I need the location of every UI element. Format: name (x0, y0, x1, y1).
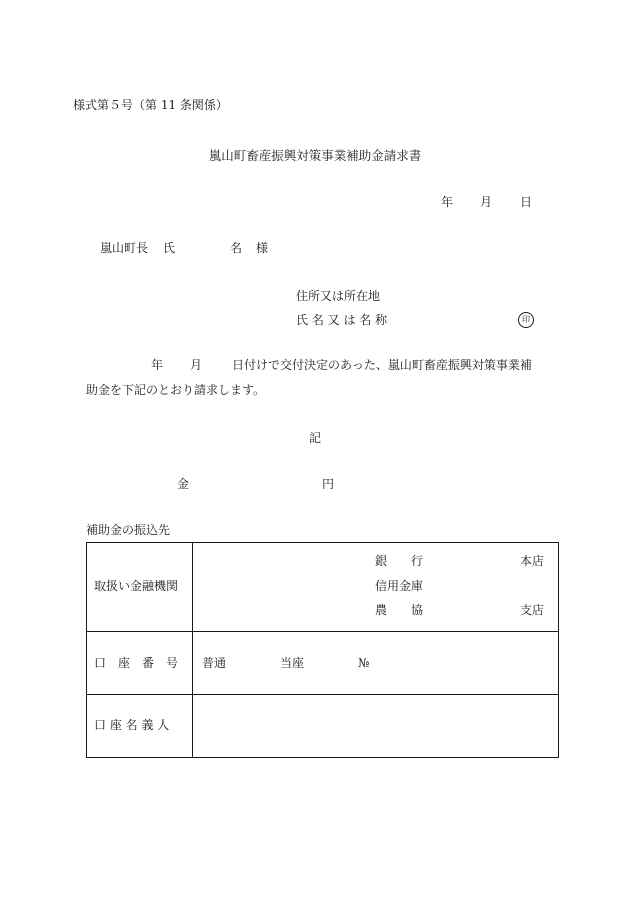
futsu-label: 普通 (202, 656, 227, 670)
name-label: 氏 名 又 は 名 称 (296, 313, 388, 327)
body-year: 年 (151, 358, 164, 372)
address-label: 住所又は所在地 (296, 289, 381, 303)
bank-label: 銀 行 (375, 554, 424, 568)
bank-table (86, 542, 559, 758)
institution-label-cell (87, 543, 193, 632)
addressee-mei: 名 (230, 241, 243, 255)
date-year-label: 年 (441, 195, 454, 209)
date-day-label: 日 (520, 195, 533, 209)
page-title: 嵐山町畜産振興対策事業補助金請求書 (208, 148, 422, 163)
form-number: 様式第５号（第 11 条関係） (73, 98, 228, 112)
honten-label: 本店 (520, 554, 545, 568)
addressee-sama: 様 (256, 241, 269, 255)
account-holder-label-cell (87, 695, 193, 758)
shiten-label: 支店 (520, 603, 545, 617)
account-number-label-cell (87, 632, 193, 695)
addressee-shi: 氏 (163, 241, 176, 255)
body-line-2: 助金を下記のとおり請求します。 (86, 383, 266, 397)
bank-section-title: 補助金の振込先 (86, 523, 171, 537)
shinkin-label: 信用金庫 (375, 579, 424, 593)
amount-yen: 円 (322, 477, 335, 491)
seal-mark: 印 (518, 312, 534, 328)
addressee-mayor: 嵐山町長 (100, 241, 149, 255)
account-number-value-cell[interactable] (193, 632, 559, 695)
ki-heading: 記 (308, 431, 321, 445)
institution-row (87, 543, 559, 632)
nokyo-label: 農 協 (375, 603, 424, 617)
account-holder-value-cell[interactable] (193, 695, 559, 758)
number-sign: № (358, 656, 370, 670)
date-month-label: 月 (480, 195, 493, 209)
institution-value-cell[interactable] (193, 543, 559, 632)
account-number-row (87, 632, 559, 695)
account-number-label: 口 座 番 号 (94, 656, 179, 670)
account-holder-label: 口 座 名 義 人 (94, 718, 170, 732)
toza-label: 当座 (280, 656, 305, 670)
body-line1-rest: 日付けで交付決定のあった、嵐山町畜産振興対策事業補 (232, 358, 532, 372)
body-month: 月 (190, 358, 203, 372)
account-holder-row (87, 695, 559, 758)
amount-kin: 金 (177, 477, 190, 491)
institution-label: 取扱い金融機関 (94, 579, 179, 593)
